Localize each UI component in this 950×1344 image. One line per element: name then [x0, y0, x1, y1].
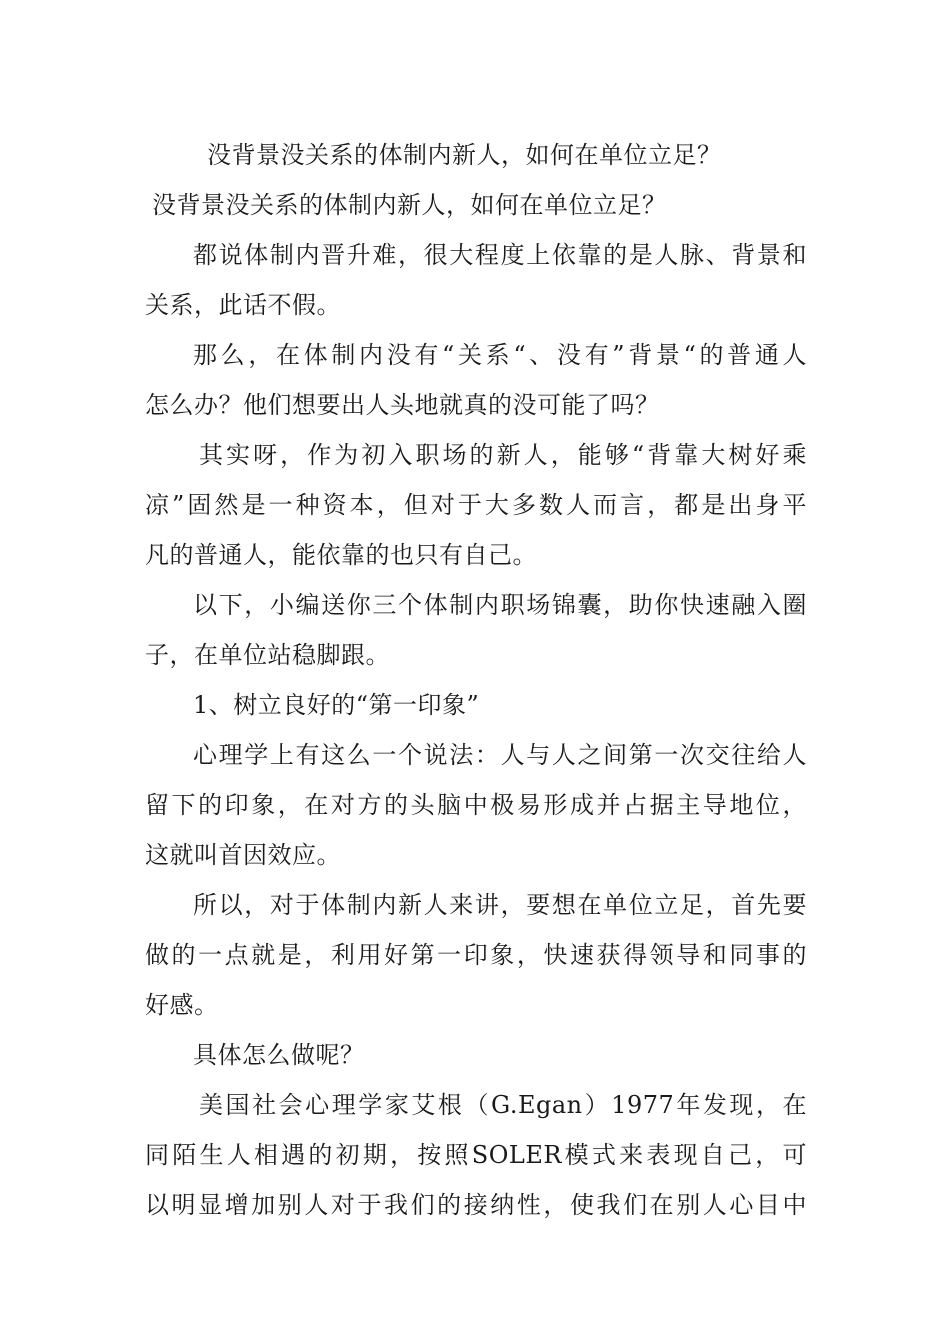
paragraph-line: 其实呀，作为初入职场的新人，能够“背靠大树好乘 [199, 441, 807, 469]
paragraph-line: 凉”固然是一种资本，但对于大多数人而言，都是出身平 [145, 491, 807, 519]
paragraph-line: 关系，此话不假。 [145, 291, 341, 319]
paragraph-line: 以下，小编送你三个体制内职场锦囊，助你快速融入圈 [193, 591, 807, 619]
section-heading: 1、树立良好的“第一印象” [193, 691, 480, 719]
paragraph-line: 怎么办？他们想要出人头地就真的没可能了吗？ [145, 391, 660, 419]
paragraph-line: 都说体制内晋升难，很大程度上依靠的是人脉、背景和 [193, 241, 807, 269]
paragraph-line: 同陌生人相遇的初期，按照SOLER模式来表现自己，可 [145, 1141, 807, 1169]
paragraph-line: 凡的普通人，能依靠的也只有自己。 [145, 541, 537, 569]
paragraph-line: 心理学上有这么一个说法：人与人之间第一次交往给人 [193, 741, 807, 769]
paragraph-line: 所以，对于体制内新人来讲，要想在单位立足，首先要 [193, 891, 807, 919]
paragraph-line: 好感。 [145, 991, 219, 1019]
paragraph-line: 以明显增加别人对于我们的接纳性，使我们在别人心目中 [145, 1191, 807, 1219]
document-title: 没背景没关系的体制内新人，如何在单位立足？ [207, 141, 722, 169]
paragraph-line: 留下的印象，在对方的头脑中极易形成并占据主导地位， [145, 791, 807, 819]
paragraph-line: 做的一点就是，利用好第一印象，快速获得领导和同事的 [145, 941, 807, 969]
paragraph-line: 那么，在体制内没有“关系“、没有”背景“的普通人 [193, 341, 807, 369]
paragraph-line: 子，在单位站稳脚跟。 [145, 641, 390, 669]
document-page [145, 130, 807, 1230]
document-subtitle: 没背景没关系的体制内新人，如何在单位立足？ [152, 191, 667, 219]
paragraph-line: 这就叫首因效应。 [145, 841, 341, 869]
paragraph-line: 美国社会心理学家艾根（G.Egan）1977年发现，在 [199, 1091, 807, 1119]
paragraph-line: 具体怎么做呢？ [193, 1041, 365, 1069]
